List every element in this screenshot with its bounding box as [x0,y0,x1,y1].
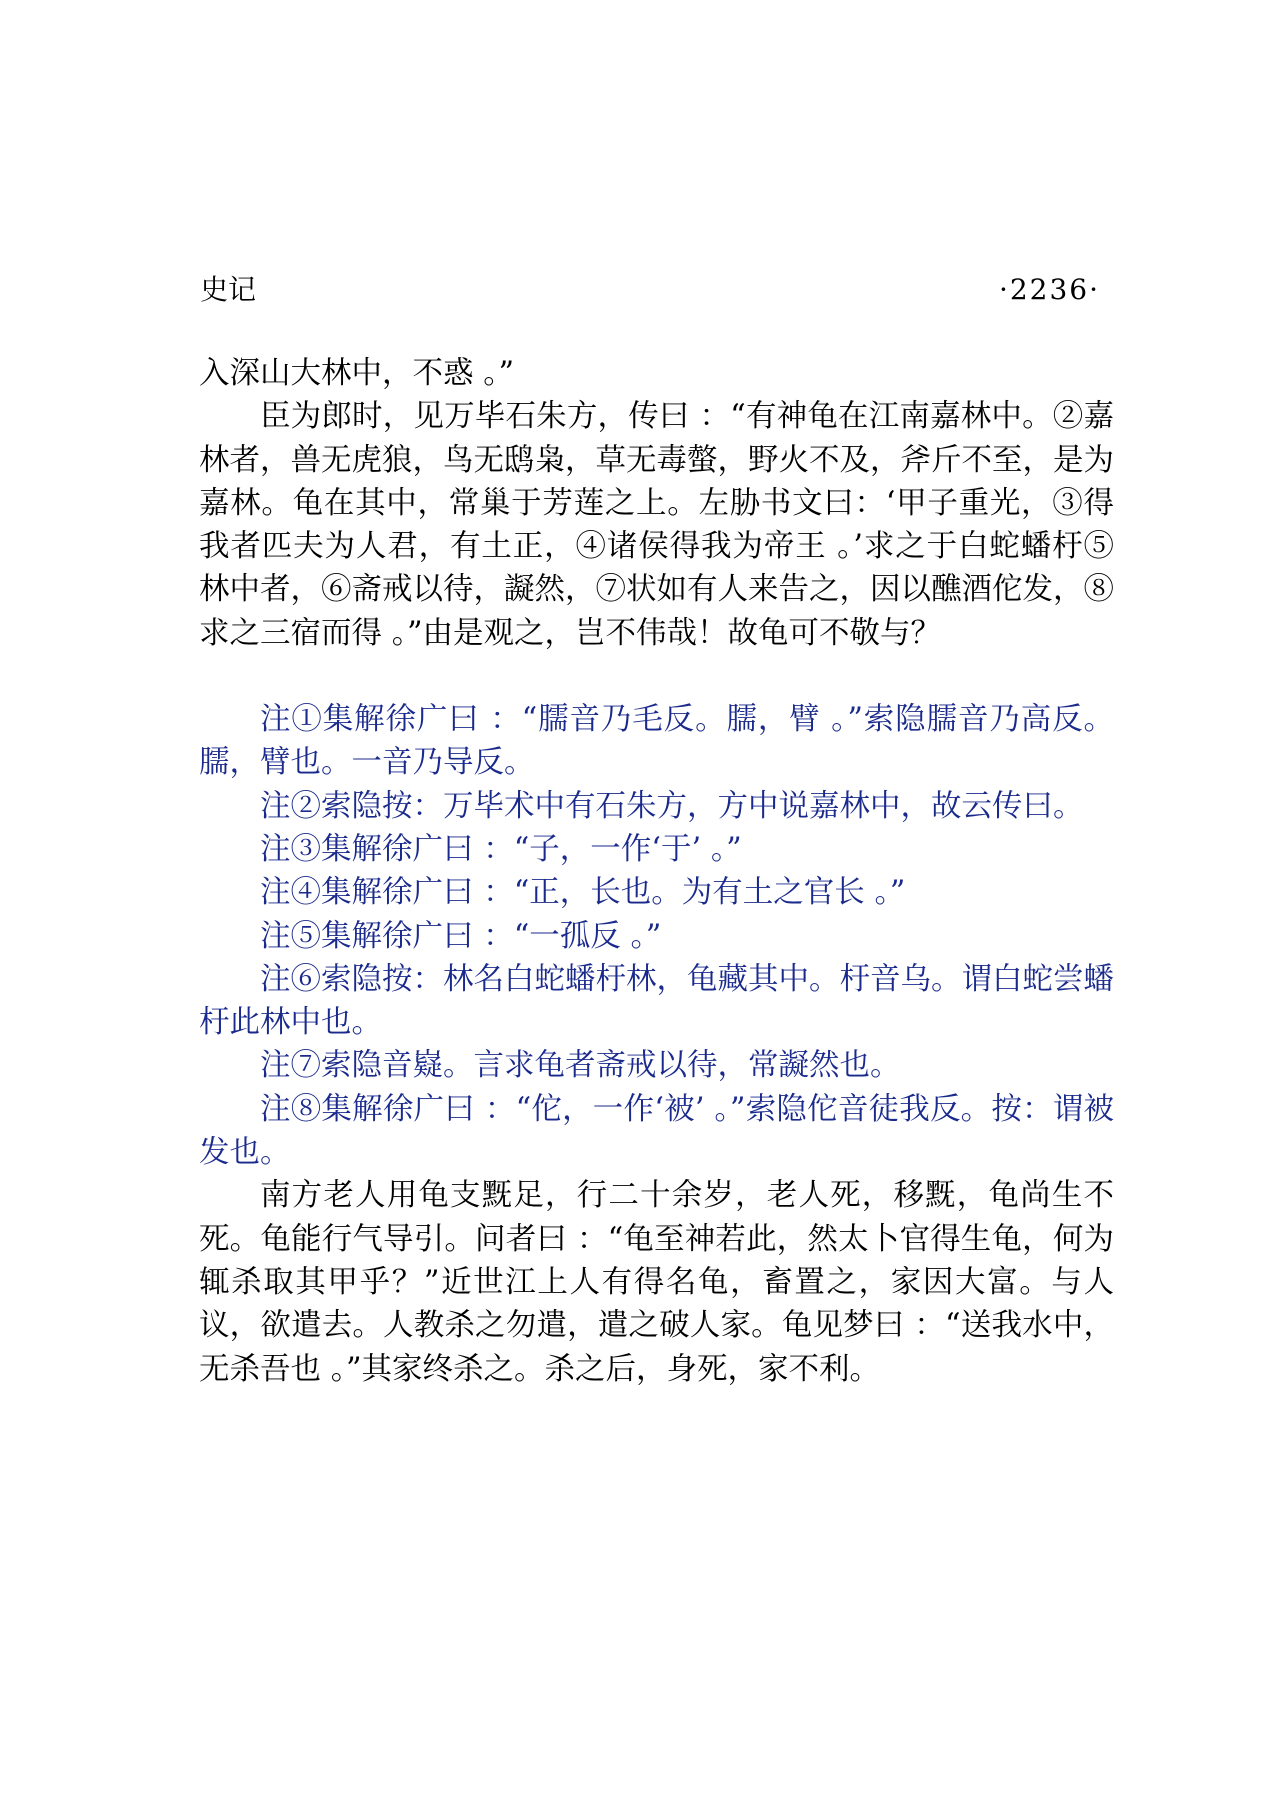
footnote: 注⑤集解徐广曰 ：“一孤反 。” [260,918,662,954]
running-header [200,270,1100,310]
page-body [199,352,1114,1391]
main-paragraph: 臣为郎时，见万毕石朱方，传曰 ：“有神龟在江南嘉林中。②嘉林者，兽无虎狼，鸟无鸱枭，草无毒螫，野火不及，斧斤不至，是为嘉林。龟在其中，常巢于芳莲之上。左胁书文曰：‘甲子重光，③得我者匹夫为人君，有土正，④诸侯得我为帝王 。’求之于白蛇蟠杅⑤林中者，⑥斋戒以待，譺然，⑦状如有人来告之，因以醮酒佗发，⑧求之三宿而得 。”由是观之，岂不伟哉！故龟可不敬与？ [199,399,1114,651]
footnote: 注①集解徐广曰 ：“臑音乃毛反。臑，臂 。”索隐臑音乃高反。臑，臂也。一音乃导反。 [199,702,1114,781]
footnote: 注⑦索隐音嶷。言求龟者斋戒以待，常譺然也。 [260,1048,901,1084]
section-gap [199,655,1114,698]
main-paragraph: 南方老人用龟支黖足，行二十余岁，老人死，移黖，龟尚生不死。龟能行气导引。问者曰 ：“龟至神若此，然太卜官得生龟，何为辄杀取其甲乎？”近世江上人有得名龟，畜置之，家因大富。与人议，欲遣去。人教杀之勿遣，遣之破人家。龟见梦曰 ：“送我水中，无杀吾也 。”其家终杀之。杀之后，身死，家不利。 [199,1178,1114,1387]
book-title: 史记 [200,273,257,306]
footnote: 注⑧集解徐广曰 ：“佗，一作‘被’ 。”索隐佗音徒我反。按：谓被发也。 [199,1091,1114,1171]
footnote: 注⑥索隐按：林名白蛇蟠杅林，龟藏其中。杅音乌。谓白蛇尝蟠杅此林中也。 [199,961,1114,1041]
page-number: ·2236· [998,273,1100,306]
footnote: 注④集解徐广曰 ：“正，长也。为有土之官长 。” [260,875,906,911]
main-paragraph: 入深山大林中，不惑 。” [199,356,515,391]
footnote: 注③集解徐广曰 ：“子，一作‘于’ 。” [260,831,742,867]
footnote: 注②索隐按：万毕术中有石朱方，方中说嘉林中，故云传曰。 [260,788,1084,824]
